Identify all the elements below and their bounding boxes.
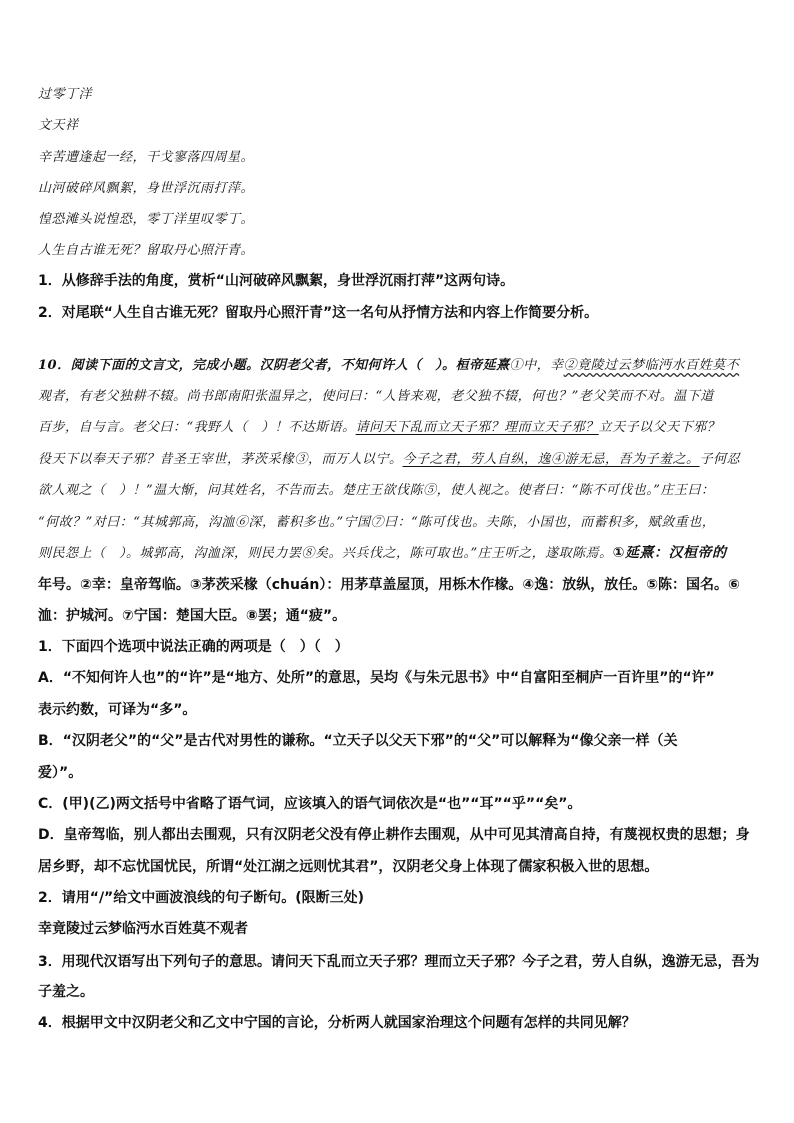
- wavy-sentence: ②竟陵过云梦临沔水百姓莫不: [563, 358, 740, 373]
- annotation-segment: ①延熹：汉桓帝的: [612, 545, 727, 561]
- passage-segment: 子何忍: [699, 452, 741, 467]
- poem-line: 惶恐滩头说惶恐，零丁洋里叹零丁。: [38, 212, 255, 227]
- underlined-sentence: 请问天下乱而立天子邪？理而立天子邪？: [355, 420, 599, 435]
- question-stem: 2．请用“/”给文中画波浪线的句子断句。(限断三处): [38, 890, 365, 906]
- underlined-sentence: ④游无忌，吾为子羞之。: [551, 452, 700, 467]
- option-d: D．皇帝驾临，别人都出去围观，只有汉阴老父没有停止耕作去围观，从中可见其清高自持，有蔑视权贵的思想；身: [38, 827, 750, 843]
- annotation-line: 年号。②幸：皇帝驾临。③茅茨采椽（chuán）：用茅草盖屋顶，用栎木作椽。④逸：放纵，放任。⑤陈：国名。⑥: [38, 577, 740, 593]
- poem-question: 2．对尾联“人生自古谁无死？留取丹心照汗青”这一名句从抒情方法和内容上作简要分析。: [38, 305, 599, 321]
- poem-line: 辛苦遭逢起一经，干戈寥落四周星。: [38, 150, 255, 165]
- question-stem: 1．下面四个选项中说法正确的两项是（ ）（ ）: [38, 639, 349, 655]
- poem-title: 过零丁洋: [38, 87, 93, 102]
- passage-segment: 观者，有老父独耕不辍。尚书郎南阳张温异之，使问曰：“人皆来观，老父独不辍，何也？”老父笑而不对。温下道: [38, 389, 714, 404]
- option-d-cont: 居乡野，却不忘忧国忧民，所谓“处江湖之远则忧其君”，汉阴老父身上体现了儒家积极入世的思想。: [38, 859, 659, 875]
- passage-line: [38, 385, 714, 404]
- passage-line: [38, 354, 739, 373]
- question-stem: 3．用现代汉语写出下列句子的意思。请问天下乱而立天子邪？理而立天子邪？今子之君，劳人自纵，逸游无忌，吾为: [38, 954, 760, 970]
- passage-segment: 则民怨上（ ）。城郭高，沟洫深，则民力罢⑧矣。兴兵伐之，陈可取也。”庄王听之，遂取陈焉。: [38, 546, 613, 561]
- option-b: B．“汉阴老父”的“父”是古代对男性的谦称。“立天子以父天下邪”的“父”可以解释为“像父亲一样（关: [38, 733, 678, 749]
- question-stem-cont: 子羞之。: [38, 984, 94, 1000]
- passage-segment: 役天下以奉天子邪？昔圣王宰世，茅茨采椽: [38, 452, 295, 467]
- passage-line: [38, 448, 740, 467]
- question-stem: 4．根据甲文中汉阴老父和乙文中宁国的言论，分析两人就国家治理这个问题有怎样的共同见解？: [38, 1015, 636, 1031]
- passage-line: 欲人观之（ ）！”温大惭，问其姓名，不告而去。楚庄王欲伐陈⑤，使人视之。使者曰：“陈不可伐也。”庄王曰：: [38, 483, 715, 498]
- poem-line: 人生自古谁无死？留取丹心照汗青。: [38, 243, 255, 258]
- passage-segment: 百步，自与言。老父曰：“我野人（ ）！不达斯语。: [38, 420, 356, 435]
- passage-line: [38, 416, 720, 435]
- poem-question: 1．从修辞手法的角度，赏析“山河破碎风飘絮，身世浮沉雨打萍”这两句诗。: [38, 273, 515, 289]
- passage-line: [38, 542, 727, 562]
- passage-segment: 10．阅读下面的文言文，完成小题。汉阴老父者，不知何许人（ ）。桓帝延熹: [38, 358, 510, 373]
- poem-author: 文天祥: [38, 118, 79, 133]
- question-sentence: 幸竟陵过云梦临沔水百姓莫不观者: [38, 921, 248, 937]
- option-a-cont: 表示约数，可译为“多”。: [38, 702, 197, 718]
- option-c: C．(甲)(乙)两文括号中省略了语气词，应该填入的语气词依次是“也”“耳”“乎”“矣”。: [38, 796, 582, 812]
- annotation-line: 洫：护城河。⑦宁国：楚国大臣。⑧罢；通“疲”。: [38, 608, 347, 624]
- option-a: A．“不知何许人也”的“许”是“地方、处所”的意思，吴均《与朱元思书》中“自富阳至桐庐一百许里”的“许”: [38, 670, 715, 686]
- poem-line: 山河破碎风飘絮，身世浮沉雨打萍。: [38, 181, 255, 196]
- passage-segment: ③，而万人以宁。: [294, 452, 403, 467]
- underlined-sentence: 今子之君，劳人自纵，逸: [402, 452, 552, 467]
- passage-segment: 立天子以父天下邪？: [598, 420, 721, 435]
- passage-line: “何故？”对曰：“其城郭高，沟洫⑥深，蓄积多也。”宁国⑦曰：“陈可伐也。夫陈，小国也，而蓄积多，赋敛重也，: [38, 515, 716, 530]
- passage-segment: ①中，幸: [509, 358, 564, 373]
- option-b-cont: 爱）”。: [38, 765, 83, 781]
